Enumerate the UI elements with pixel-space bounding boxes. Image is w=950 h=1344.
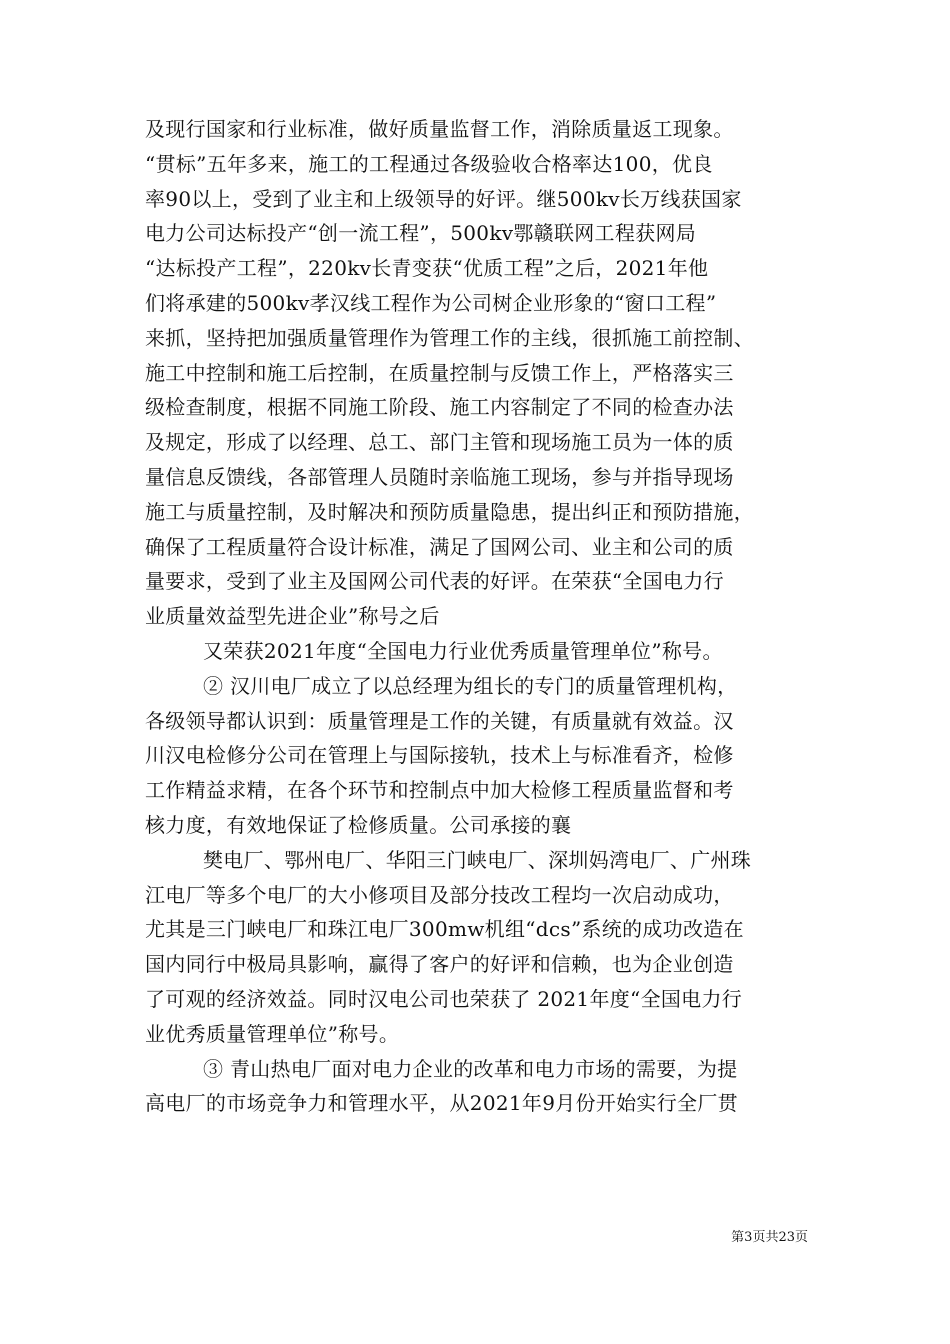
text-line: 各级领导都认识到：质量管理是工作的关键，有质量就有效益。汉 [145, 708, 734, 733]
text-line: 电力公司达标投产“创一流工程”，500kv鄂赣联网工程获网局 [145, 221, 697, 246]
text-line: 量要求，受到了业主及国网公司代表的好评。在荣获“全国电力行 [145, 569, 724, 594]
text-line: 工作精益求精，在各个环节和控制点中加大检修工程质量监督和考 [145, 778, 734, 803]
page-number-footer: 第3页共23页 [731, 1230, 808, 1245]
text-line: 们将承建的500kv孝汉线工程作为公司树企业形象的“窗口工程” [145, 290, 717, 315]
text-line: 量信息反馈线，各部管理人员随时亲临施工现场，参与并指导现场 [145, 464, 734, 489]
text-line: 业质量效益型先进企业”称号之后 [145, 604, 440, 629]
text-line: 核力度，有效地保证了检修质量。公司承接的襄 [145, 812, 572, 837]
text-line: 川汉电检修分公司在管理上与国际接轨，技术上与标准看齐，检修 [145, 743, 734, 768]
text-line: 了可观的经济效益。同时汉电公司也荣获了 2021年度“全国电力行 [145, 986, 743, 1011]
text-line: ② 汉川电厂成立了以总经理为组长的专门的质量管理机构， [203, 673, 738, 698]
text-line: 高电厂的市场竞争力和管理水平，从2021年9月份开始实行全厂贯 [145, 1091, 738, 1116]
text-line: 率90以上，受到了业主和上级领导的好评。继500kv长万线获国家 [145, 186, 742, 211]
document-body [145, 112, 810, 1121]
text-line: 尤其是三门峡电厂和珠江电厂300mw机组“dcs”系统的成功改造在 [145, 917, 744, 942]
text-line: 业优秀质量管理单位”称号。 [145, 1021, 400, 1046]
text-line: 及规定，形成了以经理、总工、部门主管和现场施工员为一体的质 [145, 430, 734, 455]
text-line: 又荣获2021年度“全国电力行业优秀质量管理单位”称号。 [203, 638, 723, 663]
text-line: 樊电厂、鄂州电厂、华阳三门峡电厂、深圳妈湾电厂、广州珠 [203, 847, 752, 872]
text-line: 确保了工程质量符合设计标准，满足了国网公司、业主和公司的质 [145, 534, 734, 559]
text-line: 来抓，坚持把加强质量管理作为管理工作的主线，很抓施工前控制、 [145, 325, 754, 350]
text-line: 施工与质量控制，及时解决和预防质量隐患，提出纠正和预防措施， [145, 499, 754, 524]
text-line: “达标投产工程”，220kv长青变获“优质工程”之后，2021年他 [145, 256, 709, 281]
text-line: 级检查制度，根据不同施工阶段、施工内容制定了不同的检查办法 [145, 395, 734, 420]
text-line: “贯标”五年多来，施工的工程通过各级验收合格率达100，优良 [145, 151, 713, 176]
text-line: 施工中控制和施工后控制，在质量控制与反馈工作上，严格落实三 [145, 360, 734, 385]
text-line: 及现行国家和行业标准，做好质量监督工作，消除质量返工现象。 [145, 117, 734, 141]
text-line: ③ 青山热电厂面对电力企业的改革和电力市场的需要，为提 [203, 1056, 738, 1081]
text-line: 江电厂等多个电厂的大小修项目及部分技改工程均一次启动成功， [145, 882, 734, 907]
text-line: 国内同行中极局具影响，赢得了客户的好评和信赖，也为企业创造 [145, 952, 734, 977]
